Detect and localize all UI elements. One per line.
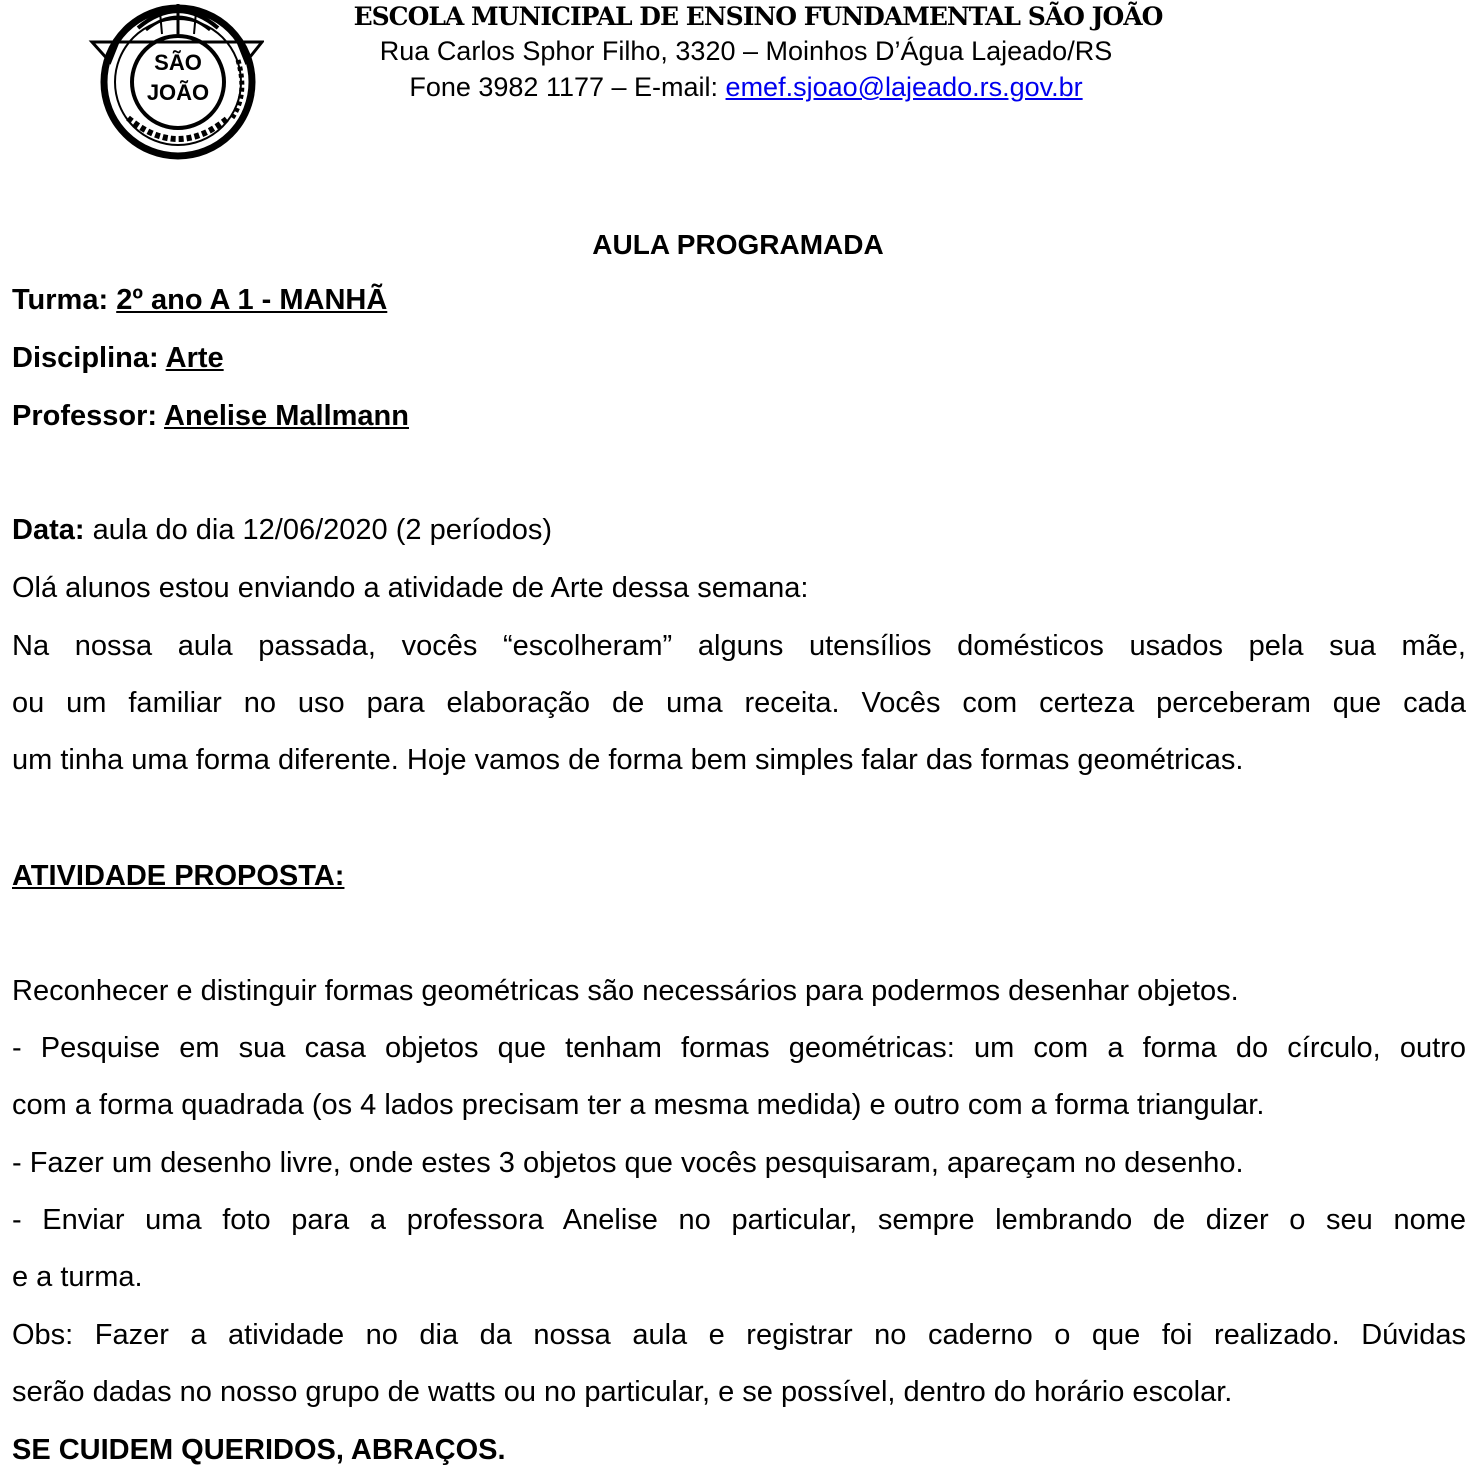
activity-line: - Enviar uma foto para a professora Anelise no particular, sempre lembrando de dizer o seu nome [12, 1204, 1466, 1236]
school-name: ESCOLA MUNICIPAL DE ENSINO FUNDAMENTAL SÃO JOÃO [353, 2, 1163, 31]
email-link[interactable]: emef.sjoao@lajeado.rs.gov.br [725, 72, 1083, 102]
professor-value: Anelise Mallmann [164, 400, 409, 432]
document-title: AULA PROGRAMADA [592, 229, 884, 260]
activity-line: Reconhecer e distinguir formas geométricas são necessários para podermos desenhar objetos. [12, 975, 1239, 1007]
professor-label: Professor: [12, 400, 158, 432]
school-contact [10, 72, 1472, 103]
disciplina-label: Disciplina: [12, 342, 159, 374]
seal-line1: SÃO [154, 50, 202, 75]
activity-line: com a forma quadrada (os 4 lados precisam ter a mesma medida) e outro com a forma triangular. [12, 1089, 1265, 1121]
seal-line2: JOÃO [146, 80, 210, 105]
activity-line: Obs: Fazer a atividade no dia da nossa aula e registrar no caderno o que foi realizado. Dúvidas [12, 1319, 1466, 1351]
closing-text: SE CUIDEM QUERIDOS, ABRAÇOS. [12, 1434, 506, 1466]
intro-line: um tinha uma forma diferente. Hoje vamos de forma bem simples falar das formas geométricas. [12, 744, 1244, 776]
intro-line: Olá alunos estou enviando a atividade de Arte dessa semana: [12, 572, 809, 604]
school-address: Rua Carlos Sphor Filho, 3320 – Moinhos D’Água Lajeado/RS [379, 36, 1113, 66]
disciplina-value: Arte [165, 342, 224, 374]
phone-text: Fone 3982 1177 – E-mail: [409, 72, 726, 102]
professor-row [12, 400, 1466, 433]
turma-label: Turma: [12, 284, 109, 316]
activity-line: - Pesquise em sua casa objetos que tenham formas geométricas: um com a forma do círculo, outro [12, 1032, 1466, 1064]
activity-line: - Fazer um desenho livre, onde estes 3 objetos que vocês pesquisaram, apareçam no desenho. [12, 1147, 1244, 1179]
activity-line: serão dadas no nosso grupo de watts ou no particular, e se possível, dentro do horário escolar. [12, 1376, 1233, 1408]
intro-line: ou um familiar no uso para elaboração de uma receita. Vocês com certeza perceberam que cada [12, 687, 1466, 719]
turma-row [12, 284, 1466, 317]
disciplina-row [12, 342, 1466, 375]
intro-line: Na nossa aula passada, vocês “escolheram” alguns utensílios domésticos usados pela sua mãe, [12, 630, 1466, 662]
data-row [12, 514, 1466, 547]
turma-value: 2º ano A 1 - MANHÃ [116, 284, 388, 316]
activity-heading: ATIVIDADE PROPOSTA: [12, 860, 345, 892]
data-value: aula do dia 12/06/2020 (2 períodos) [84, 514, 553, 546]
data-label: Data: [12, 514, 85, 546]
activity-line: e a turma. [12, 1261, 143, 1293]
